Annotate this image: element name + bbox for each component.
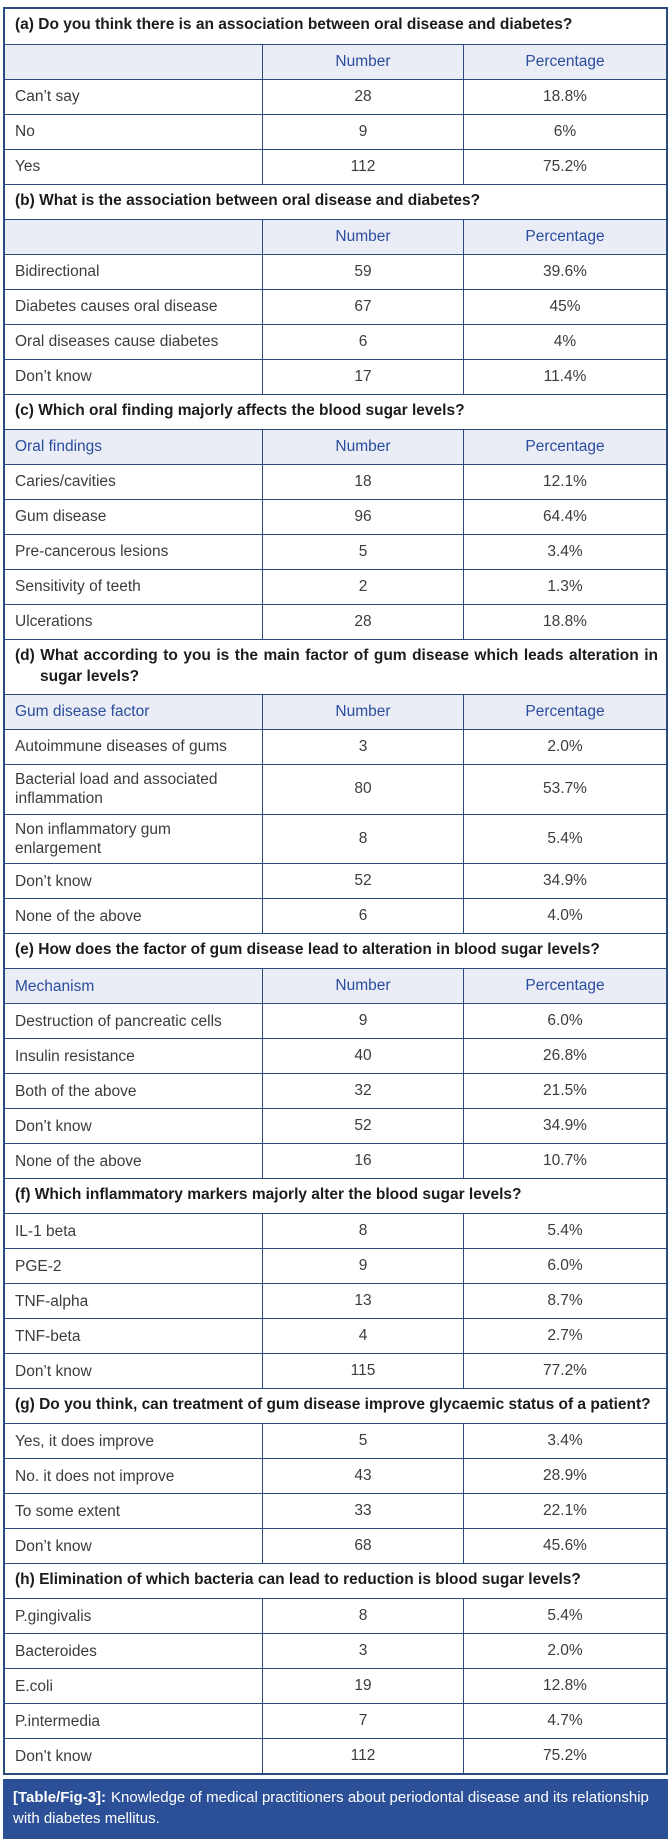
table-row xyxy=(5,359,666,394)
table-row xyxy=(5,1493,666,1528)
row-percentage: 2.0% xyxy=(463,1634,666,1668)
row-number: 40 xyxy=(262,1039,463,1073)
row-label: TNF-alpha xyxy=(15,1292,89,1310)
table-row xyxy=(5,569,666,604)
table-row xyxy=(5,764,666,814)
table-row xyxy=(5,289,666,324)
table-row xyxy=(5,1038,666,1073)
row-label: None of the above xyxy=(15,1152,142,1170)
row-percentage: 4.0% xyxy=(463,899,666,933)
row-label: Insulin resistance xyxy=(15,1047,135,1065)
section-question: (g) Do you think, can treatment of gum disease improve glycaemic status of a patient? xyxy=(15,1396,651,1414)
row-percentage: 8.7% xyxy=(463,1284,666,1318)
row-percentage: 12.1% xyxy=(463,465,666,499)
section-question-row xyxy=(5,639,666,694)
row-label: Ulcerations xyxy=(15,613,93,631)
row-label: Don’t know xyxy=(15,872,92,890)
row-label: Bacteroides xyxy=(15,1642,97,1660)
section-header-row xyxy=(5,429,666,464)
row-number: 59 xyxy=(262,255,463,289)
row-label: Don’t know xyxy=(15,1537,92,1555)
row-label: Don’t know xyxy=(15,368,92,386)
table-row xyxy=(5,814,666,864)
table-row xyxy=(5,863,666,898)
row-percentage: 6% xyxy=(463,115,666,149)
row-percentage: 3.4% xyxy=(463,535,666,569)
row-percentage: 34.9% xyxy=(463,864,666,898)
row-number: 28 xyxy=(262,605,463,639)
row-number: 5 xyxy=(262,535,463,569)
row-number: 9 xyxy=(262,1004,463,1038)
row-percentage: 75.2% xyxy=(463,150,666,184)
row-percentage: 64.4% xyxy=(463,500,666,534)
row-label: Both of the above xyxy=(15,1082,137,1100)
row-label: No. it does not improve xyxy=(15,1467,175,1485)
table-row xyxy=(5,1738,666,1773)
row-percentage: 53.7% xyxy=(463,765,666,814)
row-number: 8 xyxy=(262,815,463,864)
table-row xyxy=(5,534,666,569)
row-percentage: 2.0% xyxy=(463,730,666,764)
row-label: TNF-beta xyxy=(15,1327,81,1345)
section-question-row xyxy=(5,933,666,968)
row-percentage: 12.8% xyxy=(463,1669,666,1703)
section-question: (e) How does the factor of gum disease lead to alteration in blood sugar levels? xyxy=(15,941,600,959)
row-percentage: 6.0% xyxy=(463,1249,666,1283)
row-percentage: 5.4% xyxy=(463,815,666,864)
section-question-row xyxy=(5,1178,666,1213)
row-number: 9 xyxy=(262,1249,463,1283)
row-percentage: 34.9% xyxy=(463,1109,666,1143)
table-row xyxy=(5,1528,666,1563)
row-number: 2 xyxy=(262,570,463,604)
section-header-row xyxy=(5,694,666,729)
row-number: 6 xyxy=(262,325,463,359)
row-label: Don’t know xyxy=(15,1362,92,1380)
row-percentage: 5.4% xyxy=(463,1214,666,1248)
row-label: None of the above xyxy=(15,907,142,925)
table-row xyxy=(5,729,666,764)
row-percentage: 3.4% xyxy=(463,1424,666,1458)
row-label: Oral diseases cause diabetes xyxy=(15,333,219,351)
header-col-percentage: Percentage xyxy=(463,695,666,729)
header-col-percentage: Percentage xyxy=(463,430,666,464)
row-label: Gum disease xyxy=(15,508,107,526)
row-label: P.gingivalis xyxy=(15,1607,92,1625)
row-label: E.coli xyxy=(15,1677,53,1695)
section-question: (c) Which oral finding majorly affects the blood sugar levels? xyxy=(15,402,465,419)
row-number: 8 xyxy=(262,1599,463,1633)
row-number: 19 xyxy=(262,1669,463,1703)
section-question-row xyxy=(5,1388,666,1423)
row-label: Caries/cavities xyxy=(15,473,116,491)
table-row xyxy=(5,1423,666,1458)
header-col-number: Number xyxy=(262,45,463,79)
row-percentage: 1.3% xyxy=(463,570,666,604)
survey-table xyxy=(3,7,668,1775)
table-row xyxy=(5,79,666,114)
row-label: Don’t know xyxy=(15,1117,92,1135)
row-percentage: 10.7% xyxy=(463,1144,666,1178)
section-question: (f) Which inflammatory markers majorly alter the blood sugar levels? xyxy=(15,1186,522,1204)
row-label: Diabetes causes oral disease xyxy=(15,298,218,316)
row-number: 8 xyxy=(262,1214,463,1248)
figure-caption-text: Knowledge of medical practitioners about periodontal disease and its relationship with diabetes mellitus. xyxy=(13,1789,649,1828)
table-row xyxy=(5,1283,666,1318)
row-number: 16 xyxy=(262,1144,463,1178)
table-row xyxy=(5,1598,666,1633)
row-percentage: 45% xyxy=(463,290,666,324)
table-row xyxy=(5,1458,666,1493)
row-number: 67 xyxy=(262,290,463,324)
header-col-percentage: Percentage xyxy=(463,969,666,1003)
row-number: 3 xyxy=(262,730,463,764)
figure-caption-label: [Table/Fig-3]: xyxy=(13,1789,107,1807)
section-question: (d) What according to you is the main factor of gum disease which leads alteration in sugar levels? xyxy=(15,647,658,685)
table-row xyxy=(5,1108,666,1143)
row-percentage: 45.6% xyxy=(463,1529,666,1563)
row-percentage: 18.8% xyxy=(463,80,666,114)
section-question-row xyxy=(5,1563,666,1598)
row-label: PGE-2 xyxy=(15,1257,62,1275)
header-col-percentage: Percentage xyxy=(463,220,666,254)
row-percentage: 2.7% xyxy=(463,1319,666,1353)
table-row xyxy=(5,149,666,184)
row-label: Pre-cancerous lesions xyxy=(15,543,169,561)
table-row xyxy=(5,114,666,149)
row-number: 3 xyxy=(262,1634,463,1668)
section-question-row xyxy=(5,9,666,44)
row-number: 52 xyxy=(262,864,463,898)
header-col-label: Oral findings xyxy=(15,438,103,456)
row-percentage: 4.7% xyxy=(463,1704,666,1738)
row-label: Can’t say xyxy=(15,88,80,106)
row-label: Bacterial load and associated inflammation xyxy=(15,770,218,808)
row-label: IL-1 beta xyxy=(15,1222,77,1240)
section-question: (b) What is the association between oral disease and diabetes? xyxy=(15,192,481,209)
section-question: (a) Do you think there is an association between oral disease and diabetes? xyxy=(15,16,573,33)
table-row xyxy=(5,1633,666,1668)
header-col-label: Gum disease factor xyxy=(15,703,150,721)
row-number: 115 xyxy=(262,1354,463,1388)
row-number: 112 xyxy=(262,1739,463,1773)
row-number: 96 xyxy=(262,500,463,534)
table-row xyxy=(5,898,666,933)
section-header-row xyxy=(5,968,666,1003)
figure-caption xyxy=(3,1779,668,1839)
table-row xyxy=(5,464,666,499)
header-col-number: Number xyxy=(262,220,463,254)
header-col-label xyxy=(5,220,262,254)
header-col-number: Number xyxy=(262,969,463,1003)
table-row xyxy=(5,1668,666,1703)
header-col-label xyxy=(5,45,262,79)
header-col-label: Mechanism xyxy=(15,977,95,995)
table-row xyxy=(5,1213,666,1248)
row-label: No xyxy=(15,123,35,141)
row-percentage: 28.9% xyxy=(463,1459,666,1493)
section-question-row xyxy=(5,394,666,429)
table-row xyxy=(5,324,666,359)
row-number: 7 xyxy=(262,1704,463,1738)
row-number: 4 xyxy=(262,1319,463,1353)
section-question-row xyxy=(5,184,666,219)
row-label: To some extent xyxy=(15,1502,121,1520)
row-percentage: 75.2% xyxy=(463,1739,666,1773)
row-percentage: 22.1% xyxy=(463,1494,666,1528)
row-percentage: 18.8% xyxy=(463,605,666,639)
row-label: Sensitivity of teeth xyxy=(15,578,141,596)
row-number: 17 xyxy=(262,360,463,394)
row-percentage: 11.4% xyxy=(463,360,666,394)
section-header-row xyxy=(5,44,666,79)
section-question: (h) Elimination of which bacteria can lead to reduction is blood sugar levels? xyxy=(15,1571,581,1589)
header-col-percentage: Percentage xyxy=(463,45,666,79)
row-label: Autoimmune diseases of gums xyxy=(15,738,227,756)
section-header-row xyxy=(5,219,666,254)
row-percentage: 6.0% xyxy=(463,1004,666,1038)
row-number: 43 xyxy=(262,1459,463,1493)
row-label: Non inflammatory gum enlargement xyxy=(15,820,171,857)
table-row xyxy=(5,1318,666,1353)
table-row xyxy=(5,254,666,289)
row-number: 112 xyxy=(262,150,463,184)
row-label: Yes xyxy=(15,158,41,176)
row-number: 52 xyxy=(262,1109,463,1143)
row-percentage: 26.8% xyxy=(463,1039,666,1073)
row-percentage: 39.6% xyxy=(463,255,666,289)
table-row xyxy=(5,1073,666,1108)
row-number: 32 xyxy=(262,1074,463,1108)
table-row xyxy=(5,1353,666,1388)
row-percentage: 21.5% xyxy=(463,1074,666,1108)
table-row xyxy=(5,1003,666,1038)
row-number: 68 xyxy=(262,1529,463,1563)
row-number: 9 xyxy=(262,115,463,149)
row-percentage: 5.4% xyxy=(463,1599,666,1633)
table-row xyxy=(5,1248,666,1283)
row-number: 18 xyxy=(262,465,463,499)
row-number: 80 xyxy=(262,765,463,814)
table-row xyxy=(5,499,666,534)
row-percentage: 4% xyxy=(463,325,666,359)
row-label: Yes, it does improve xyxy=(15,1432,155,1450)
header-col-number: Number xyxy=(262,695,463,729)
row-label: Bidirectional xyxy=(15,263,100,281)
table-figure xyxy=(3,7,668,1839)
row-number: 13 xyxy=(262,1284,463,1318)
row-label: Destruction of pancreatic cells xyxy=(15,1012,222,1030)
table-row xyxy=(5,1143,666,1178)
table-row xyxy=(5,604,666,639)
row-number: 28 xyxy=(262,80,463,114)
row-number: 6 xyxy=(262,899,463,933)
row-label: Don’t know xyxy=(15,1747,92,1765)
row-number: 33 xyxy=(262,1494,463,1528)
table-row xyxy=(5,1703,666,1738)
row-percentage: 77.2% xyxy=(463,1354,666,1388)
header-col-number: Number xyxy=(262,430,463,464)
row-number: 5 xyxy=(262,1424,463,1458)
row-label: P.intermedia xyxy=(15,1712,101,1730)
